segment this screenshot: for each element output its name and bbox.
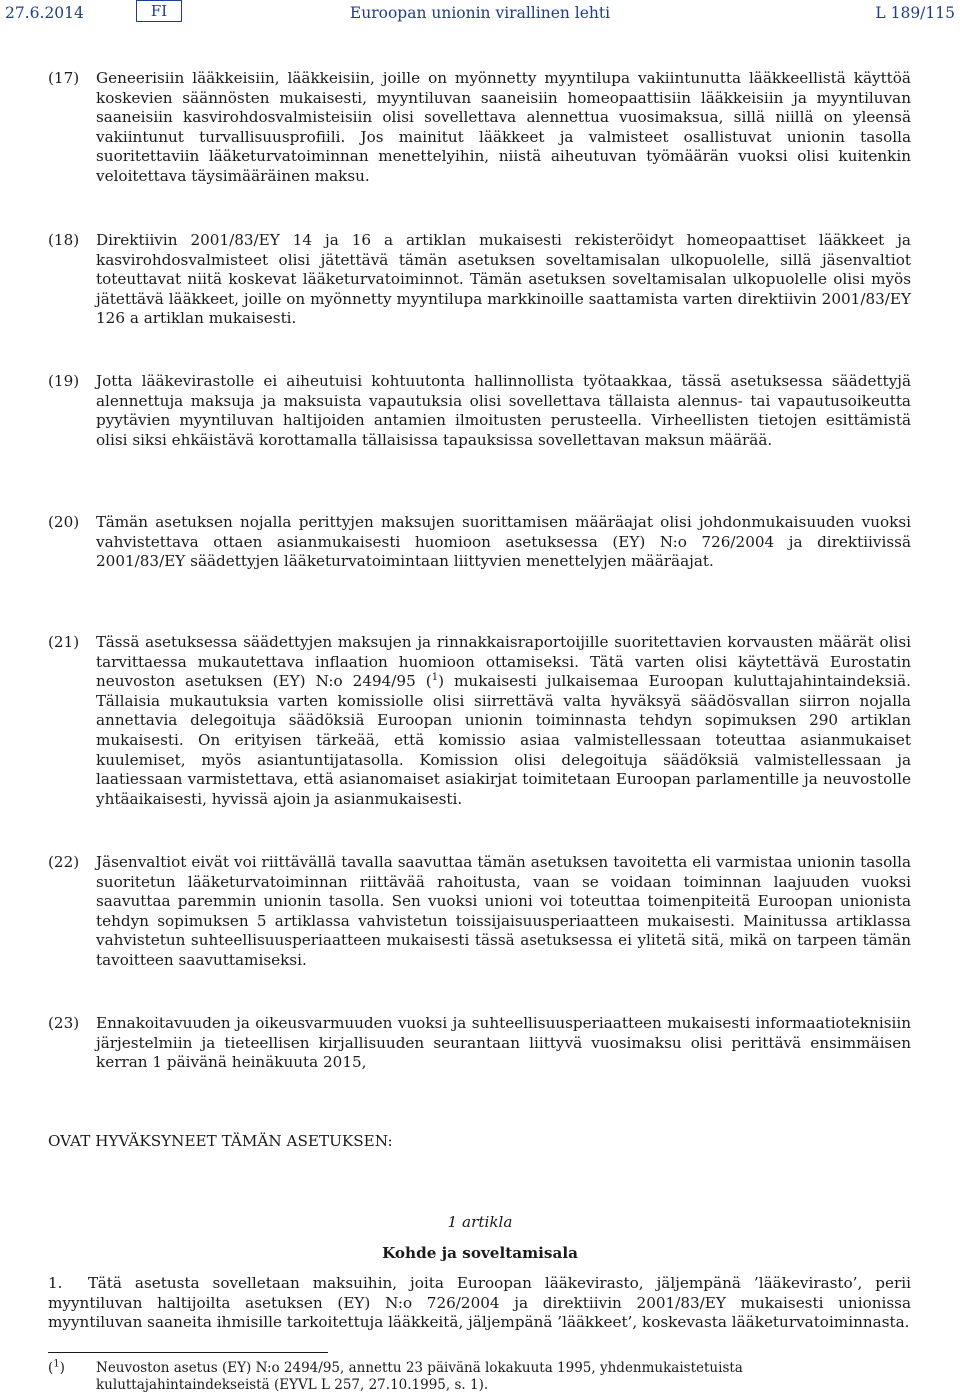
recital-number: (19) xyxy=(48,372,80,390)
footnote-marker-number: 1 xyxy=(53,1358,60,1370)
language-badge: FI xyxy=(136,0,182,22)
recital-text-part: Tässä asetuksessa säädettyjen maksujen ja rinnakkaisraportoijille suoritettavien korvausten määrät olisi tarvittaessa mukautettava inflaation huomioon ottamiseksi. Tätä varten olisi käytettävä Eurostatin neuvoston asetuksen (EY) N:o 2494/95 ( xyxy=(96,633,911,691)
recital-number: (22) xyxy=(48,853,80,871)
adoption-formula: OVAT HYVÄKSYNEET TÄMÄN ASETUKSEN: xyxy=(48,1132,393,1150)
footnote xyxy=(48,1360,911,1394)
footnote-marker-open: ( xyxy=(48,1360,54,1376)
recital-number: (17) xyxy=(48,69,80,87)
footnote-reference[interactable]: 1 xyxy=(431,672,439,684)
footnote-text: Neuvoston asetus (EY) N:o 2494/95, annettu 23 päivänä lokakuuta 1995, yhdenmukaistetuista kuluttajahintaindekseistä (EYVL L 257, 27.10.1995, s. 1). xyxy=(96,1360,743,1393)
recital-text-part: ) mukaisesti julkaisemaa Euroopan kuluttajahintaindeksiä. Tällaisia mukautuksia varten komissiolle olisi siirrettävä valta hyväksyä säädösvallan siirron nojalla annettavia delegoituja säädöksiä Euroopan unionin toiminnasta tehdyn sopimuksen 290 artiklan mukaisesti. On erityisen tärkeää, että komissio asiaa valmistellessaan toteuttaa asianmukaiset kuulemiset, myös asiantuntijatasolla. Komission olisi delegoituja säädöksiä valmistellessaan ja laatiessaan varmistettava, että asianomaiset asiakirjat toimitetaan Euroopan parlamentille ja neuvostolle yhtäaikaisesti, hyvissä ajoin ja asianmukaisesti. xyxy=(96,672,911,808)
recital-text: Direktiivin 2001/83/EY 14 ja 16 a artiklan mukaisesti rekisteröidyt homeopaattiset lääkkeet ja kasvirohdosvalmisteet olisi jätettävä tämän asetuksen soveltamisalan ulkopuolelle, sillä jäsenvaltiot toteuttavat niitä koskevat lääketurvatoiminnot. Tämän asetuksen soveltamisalan ulkopuolelle olisi myös jätettävä lääkkeet, joille on myönnetty myyntilupa markkinoille saattamista varten direktiivin 2001/83/EY 126 a artiklan mukaisesti. xyxy=(96,231,911,328)
paragraph-text: Tätä asetusta sovelletaan maksuihin, joita Euroopan lääkevirasto, jäljempänä ’lääkevirasto’, perii myyntiluvan haltijoilta asetuksen (EY) N:o 726/2004 ja direktiivin 2001/83/EY mukaisesti unionissa myyntiluvan saaneita ihmisille tarkoitettuja lääkkeitä, jäljempänä ’lääkkeet’, koskevasta lääketurvatoiminnasta. xyxy=(48,1274,911,1332)
page-reference: L 189/115 xyxy=(875,4,955,22)
recital-text xyxy=(96,633,911,809)
publication-date: 27.6.2014 xyxy=(5,4,84,22)
page-header xyxy=(0,0,960,28)
recital-text: Jäsenvaltiot eivät voi riittävällä tavalla saavuttaa tämän asetuksen tavoitetta eli varmistaa unionin tasolla suoritetun lääketurvatoiminnan riittävää rahoitusta, vaan se voidaan toiminnan laajuuden vuoksi saavuttaa paremmin unionin tasolla. Sen vuoksi unioni voi toteuttaa toimenpiteitä Euroopan unionista tehdyn sopimuksen 5 artiklassa vahvistetun toissijaisuusperiaatteen mukaisesti. Mainitussa artiklassa vahvistetun suhteellisuusperiaatteen mukaisesti tässä asetuksessa ei ylitetä sitä, mikä on tarpeen tämän tavoitteen saavuttamiseksi. xyxy=(96,853,911,969)
article-paragraph xyxy=(48,1274,911,1333)
footnote-marker xyxy=(48,1360,65,1377)
recital-number: (20) xyxy=(48,513,80,531)
footnote-marker-close: ) xyxy=(59,1360,65,1376)
article-number: 1 artikla xyxy=(447,1213,513,1231)
article-title: Kohde ja soveltamisala xyxy=(382,1244,578,1262)
recital-number: (23) xyxy=(48,1014,80,1032)
recital-text: Ennakoitavuuden ja oikeusvarmuuden vuoksi ja suhteellisuusperiaatteen mukaisesti informaatioteknisiin järjestelmiin ja tieteellisen kirjallisuuden seurantaan liittyvä vuosimaksu olisi perittävä ensimmäisen kerran 1 päivänä heinäkuuta 2015, xyxy=(96,1014,911,1072)
recital-text: Geneerisiin lääkkeisiin, lääkkeisiin, joille on myönnetty myyntilupa vakiintunutta lääkkeellistä käyttöä koskevien säännösten mukaisesti, myyntiluvan saaneisiin homeopaattisiin lääkkeisiin ja myyntiluvan saaneisiin kasvirohdosvalmisteisiin olisi sovellettava alennettua vuosimaksua, sillä niillä on yleensä vakiintunut turvallisuusprofiili. Jos mainitut lääkkeet ja valmisteet osallistuvat unionin tasolla suoritettaviin lääketurvatoiminnan menettelyihin, niistä aiheutuvan työmäärän vuoksi olisi kuitenkin veloitettava täysimääräinen maksu. xyxy=(96,69,911,185)
recital-number: (18) xyxy=(48,231,80,249)
recital-text: Jotta lääkevirastolle ei aiheutuisi kohtuutonta hallinnollista työtaakkaa, tässä asetuksessa säädettyjä alennettuja maksuja ja maksuista vapautuksia olisi sovellettava tällaista alennus- tai vapautusoikeutta pyytävien myyntiluvan haltijoiden antamien ilmoitusten perusteella. Virheellisten tietojen esittämistä olisi siksi ehkäistävä korottamalla tällaisissa tapauksissa sovellettavan maksun määrää. xyxy=(96,372,911,449)
footnote-divider xyxy=(48,1352,328,1353)
journal-title: Euroopan unionin virallinen lehti xyxy=(349,4,611,22)
recital-number: (21) xyxy=(48,633,80,651)
recital-text: Tämän asetuksen nojalla perittyjen maksujen suorittamisen määräajat olisi johdonmukaisuuden vuoksi vahvistettava ottaen asianmukaisesti huomioon asetuksessa (EY) N:o 726/2004 ja direktiivissä 2001/83/EY säädettyjen lääketurvatoimintaan liittyvien menettelyjen määräajat. xyxy=(96,513,911,571)
paragraph-number: 1. xyxy=(48,1274,63,1292)
